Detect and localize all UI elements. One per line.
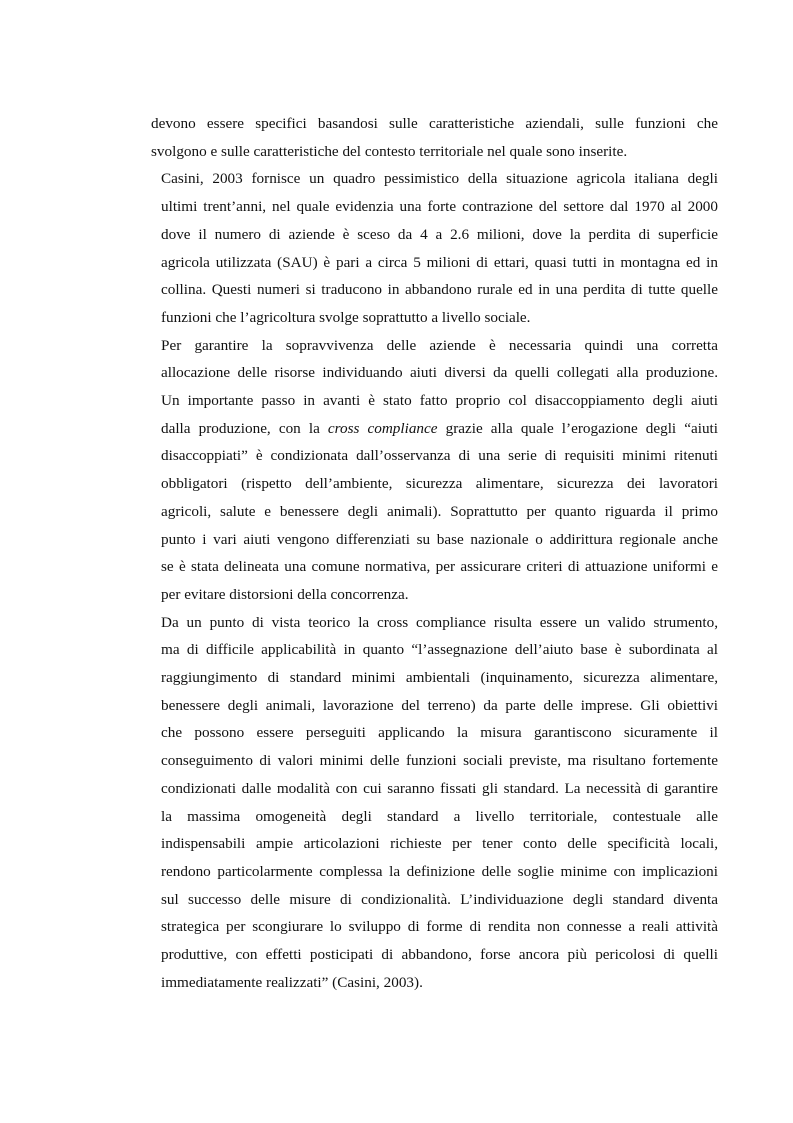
text-line: obbligatori (rispetto dell’ambiente, sicurezza alimentare, sicurezza dei lavoratori (161, 475, 718, 493)
text-line: produttive, con effetti posticipati di abbandono, forse ancora più pericolosi di quelli (161, 946, 718, 964)
text-line: dove il numero di aziende è sceso da 4 a 2.6 milioni, dove la perdita di superficie (161, 225, 718, 243)
text-line: per evitare distorsioni della concorrenza. (161, 585, 409, 603)
text-line: ma di difficile applicabilità in quanto “l’assegnazione dell’aiuto base è subordinata al (161, 641, 718, 659)
text-line: immediatamente realizzati” (Casini, 2003). (161, 973, 423, 991)
text-segment: dalla produzione, con la (161, 419, 328, 437)
text-line: agricoli, salute e benessere degli animali). Soprattutto per quanto riguarda il primo (161, 502, 718, 520)
text-line: rendono particolarmente complessa la definizione delle soglie minime con implicazioni (161, 862, 718, 880)
text-line: benessere degli animali, lavorazione del terreno) da parte delle imprese. Gli obiettivi (161, 696, 718, 714)
paragraph (151, 609, 718, 997)
text-line: conseguimento di valori minimi delle funzioni sociali previste, ma risultano fortemente (161, 752, 718, 770)
text-body (151, 110, 718, 997)
paragraph (151, 165, 718, 331)
text-line: Per garantire la sopravvivenza delle aziende è necessaria quindi una corretta (161, 336, 718, 354)
text-line: svolgono e sulle caratteristiche del contesto territoriale nel quale sono inserite. (151, 142, 628, 160)
text-line: condizionati dalle modalità con cui saranno fissati gli standard. La necessità di garantire (161, 779, 718, 797)
text-line: strategica per scongiurare lo sviluppo di forme di rendita non connesse a reali attività (161, 918, 718, 936)
text-line: punto i vari aiuti vengono differenziati su base nazionale o addirittura regionale anche (161, 530, 718, 548)
text-line: allocazione delle risorse individuando aiuti diversi da quelli collegati alla produzione. (161, 364, 718, 382)
text-line: agricola utilizzata (SAU) è pari a circa 5 milioni di ettari, quasi tutti in montagna ed in (161, 253, 718, 271)
document-page (151, 110, 718, 997)
text-line: disaccoppiati” è condizionata dall’osservanza di una serie di requisiti minimi ritenuti (161, 447, 718, 465)
text-line: la massima omogeneità degli standard a livello territoriale, contestuale alle (161, 807, 718, 825)
text-line: collina. Questi numeri si traducono in abbandono rurale ed in una perdita di tutte quelle (161, 281, 718, 299)
text-line: Un importante passo in avanti è stato fatto proprio col disaccoppiamento degli aiuti (161, 392, 718, 410)
text-line: raggiungimento di standard minimi ambientali (inquinamento, sicurezza alimentare, (161, 669, 718, 687)
text-line (151, 415, 718, 443)
text-line: Da un punto di vista teorico la cross compliance risulta essere un valido strumento, (161, 613, 718, 631)
text-line: funzioni che l’agricoltura svolge soprattutto a livello sociale. (161, 308, 531, 326)
text-line: ultimi trent’anni, nel quale evidenzia una forte contrazione del settore dal 1970 al 2000 (161, 198, 718, 216)
text-line: sul successo delle misure di condizionalità. L’individuazione degli standard diventa (161, 890, 718, 908)
text-line: Casini, 2003 fornisce un quadro pessimistico della situazione agricola italiana degli (161, 170, 718, 188)
text-line: che possono essere perseguiti applicando la misura garantiscono sicuramente il (161, 724, 718, 742)
italic-term: cross compliance (327, 419, 438, 437)
text-line: devono essere specifici basandosi sulle caratteristiche aziendali, sulle funzioni che (151, 115, 718, 132)
text-line: indispensabili ampie articolazioni richieste per tener conto delle specificità locali, (161, 835, 718, 853)
paragraph (151, 110, 718, 165)
text-line: se è stata delineata una comune normativa, per assicurare criteri di attuazione uniformi e (161, 558, 718, 576)
text-segment: grazie alla quale l’erogazione degli “aiuti (437, 419, 718, 437)
paragraph (151, 332, 718, 609)
